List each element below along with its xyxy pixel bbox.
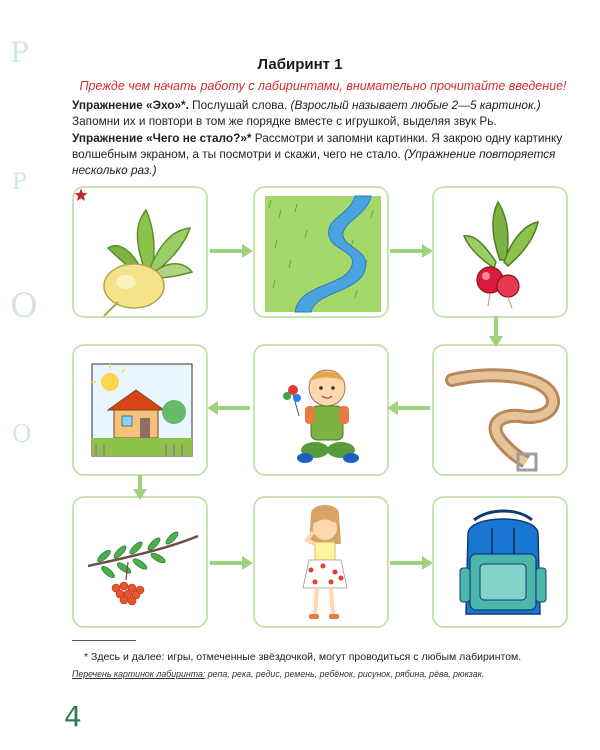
arrow-down-1 (488, 316, 504, 348)
arrow-right-2 (388, 243, 434, 259)
exercise-echo-text2: Запомни их и повтори в том же порядке вместе с игрушкой, выделяя звук Рь. (72, 114, 497, 128)
river-icon (255, 188, 389, 318)
maze-card-turnip[interactable] (72, 186, 208, 318)
maze-card-crying-girl[interactable] (253, 496, 389, 628)
star-icon (74, 188, 88, 202)
exercise-echo-note: (Взрослый называет любые 2—5 картинок.) (290, 98, 541, 112)
arrow-right-3 (208, 555, 254, 571)
exercise-what-missing (72, 130, 572, 178)
picture-list-items: репа, река, редис, ремень, ребёнок, рисунок, рябина, рёва, рюкзак. (207, 669, 485, 679)
maze-card-radish[interactable] (432, 186, 568, 318)
belt-icon (434, 346, 568, 476)
exercise-missing-note: (Упражнение повторяется несколько раз.) (72, 147, 556, 177)
backpack-icon (434, 498, 568, 628)
turnip-icon (74, 188, 208, 318)
warning-subtitle: Прежде чем начать работу с лабиринтами, внимательно прочитайте введение! (79, 79, 567, 93)
arrow-left-2 (206, 400, 252, 416)
maze-card-child[interactable] (253, 344, 389, 476)
maze-card-rowan[interactable] (72, 496, 208, 628)
picture-list (72, 669, 484, 679)
margin-decoration (0, 0, 44, 680)
arrow-right-4 (388, 555, 434, 571)
child-icon (255, 346, 389, 476)
drawing-icon (74, 346, 208, 476)
arrow-down-2 (132, 475, 148, 501)
maze-card-drawing[interactable] (72, 344, 208, 476)
page-title: Лабиринт 1 (257, 56, 343, 73)
margin-letter: О (10, 286, 38, 326)
page-number: 4 (64, 700, 82, 733)
exercise-echo-text: Послушай слова. (188, 98, 291, 112)
maze-card-belt[interactable] (432, 344, 568, 476)
footnote: * Здесь и далее: игры, отмеченные звёздочкой, могут проводиться с любым лабиринтом. (84, 651, 522, 663)
arrow-left-1 (386, 400, 432, 416)
rowan-icon (74, 498, 208, 628)
exercise-missing-name: Упражнение «Чего не стало?»* (72, 131, 252, 145)
exercise-echo (72, 97, 572, 129)
margin-letter: О (12, 420, 32, 448)
margin-letter: Р (12, 170, 27, 195)
arrow-right-1 (208, 243, 254, 259)
maze-card-backpack[interactable] (432, 496, 568, 628)
radish-icon (434, 188, 568, 318)
footnote-divider (72, 640, 136, 641)
exercise-missing-text: Рассмотри и запомни картинки. Я закрою одну картинку волшебным экраном, а ты посмотри и скажи, чего не стало. (72, 131, 563, 161)
exercise-echo-name: Упражнение «Эхо»*. (72, 98, 189, 112)
margin-letter: Р (10, 36, 29, 69)
picture-list-label: Перечень картинок лабиринта: (72, 669, 206, 679)
crying-girl-icon (255, 498, 389, 628)
maze-card-river[interactable] (253, 186, 389, 318)
